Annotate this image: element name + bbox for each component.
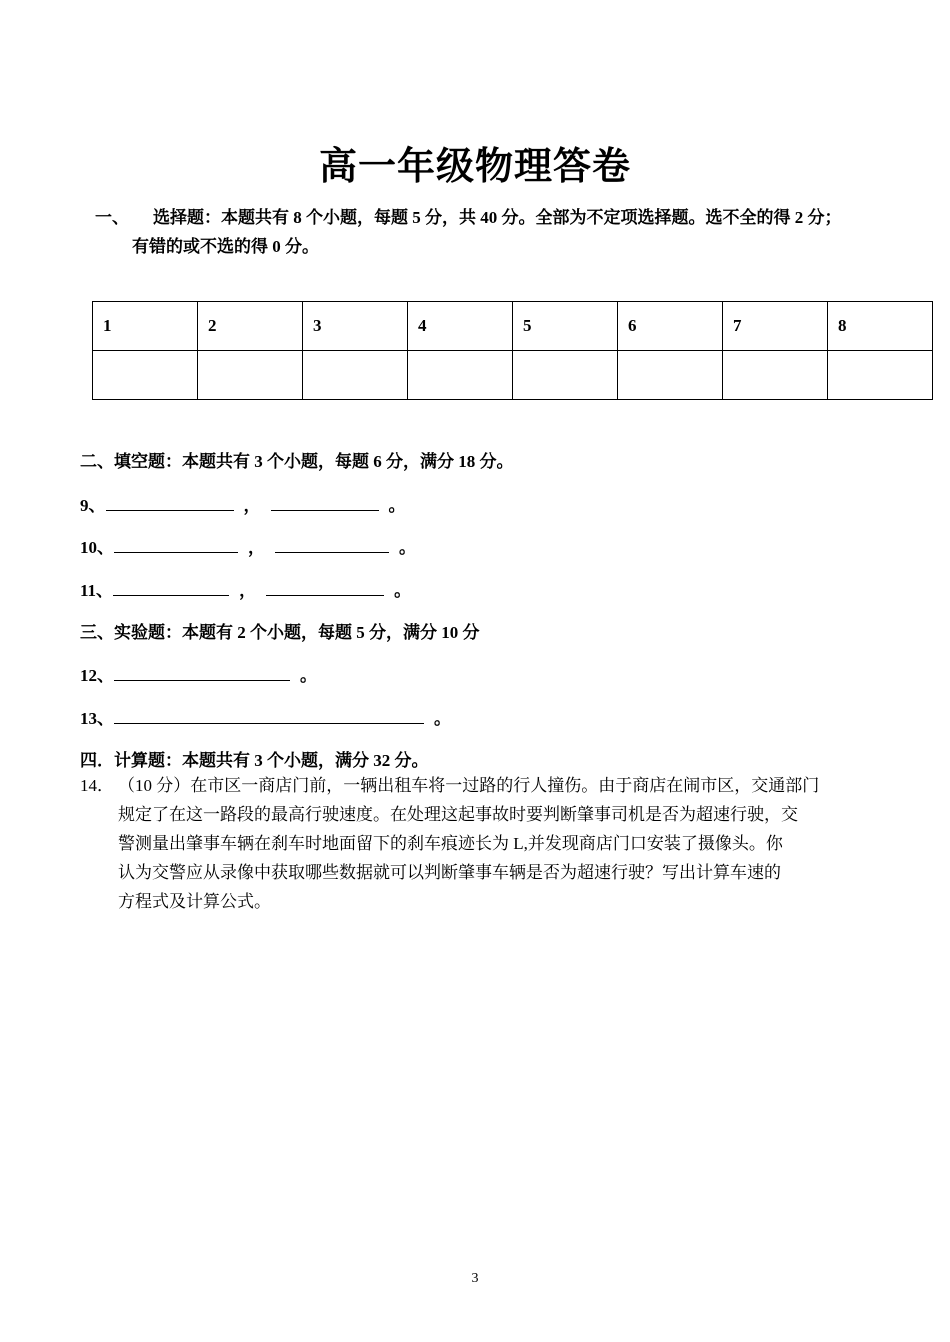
period: 。 (399, 538, 416, 557)
section-1-number: 一、 (95, 208, 129, 227)
answer-blank[interactable] (275, 536, 389, 553)
answer-cell[interactable] (303, 351, 408, 400)
question-14-line: 认为交警应从录像中获取哪些数据就可以判断肇事车辆是否为超速行驶？写出计算车速的 (118, 863, 781, 882)
answer-col-header: 5 (513, 302, 618, 351)
answer-cell[interactable] (408, 351, 513, 400)
answer-col-header: 2 (198, 302, 303, 351)
answer-cell[interactable] (723, 351, 828, 400)
question-9 (80, 491, 416, 516)
answer-blank[interactable] (114, 536, 238, 553)
question-13-label: 13、 (80, 709, 114, 728)
answer-cell[interactable] (93, 351, 198, 400)
question-11-label: 11、 (80, 581, 114, 600)
question-14-line: 方程式及计算公式。 (118, 892, 271, 911)
answer-col-header: 1 (93, 302, 198, 351)
section-2-heading: 二、填空题：本题共有 3 个小题，每题 6 分，满分 18 分。 (80, 452, 514, 471)
question-12-label: 12、 (80, 666, 114, 685)
page-number: 3 (471, 1271, 479, 1286)
question-12 (80, 661, 327, 686)
multiple-choice-answer-table (92, 301, 933, 400)
question-10-label: 10、 (80, 538, 114, 557)
answer-cell[interactable] (198, 351, 303, 400)
comma: ， (239, 581, 257, 600)
question-11 (80, 576, 421, 601)
answer-blank[interactable] (114, 664, 290, 681)
answer-table-header-row (93, 302, 933, 351)
answer-blank[interactable] (113, 579, 229, 596)
answer-col-header: 3 (303, 302, 408, 351)
period: 。 (434, 709, 451, 728)
period: 。 (394, 581, 412, 600)
question-14-line: 警测量出肇事车辆在刹车时地面留下的刹车痕迹长为 L,并发现商店门口安装了摄像头。你 (118, 834, 783, 853)
section-1-instructions (95, 203, 905, 261)
question-14-number: 14． (80, 776, 114, 795)
question-13 (80, 704, 461, 729)
question-14-line: （10 分）在市区一商店门前，一辆出租车将一过路的行人撞伤。由于商店在闹市区，交通部门 (118, 776, 820, 795)
answer-blank[interactable] (271, 494, 379, 511)
answer-cell[interactable] (618, 351, 723, 400)
question-10 (80, 533, 426, 558)
section-1-text: 选择题：本题共有 8 个小题，每题 5 分，共 40 分。全部为不定项选择题。选不全的得 2 分； (153, 208, 842, 227)
question-9-label: 9、 (80, 496, 106, 515)
page-title: 高一年级物理答卷 (318, 146, 631, 188)
answer-table-answer-row (93, 351, 933, 400)
section-3-heading: 三、实验题：本题有 2 个小题，每题 5 分，满分 10 分 (80, 623, 480, 642)
comma: ， (248, 538, 265, 557)
answer-col-header: 4 (408, 302, 513, 351)
section-1-text-2: 有错的或不选的得 0 分。 (132, 237, 319, 256)
answer-cell[interactable] (828, 351, 933, 400)
answer-col-header: 7 (723, 302, 828, 351)
answer-col-header: 8 (828, 302, 933, 351)
period: 。 (300, 666, 317, 685)
section-4-heading: 四．计算题：本题共有 3 个小题，满分 32 分。 (80, 751, 429, 770)
answer-blank[interactable] (114, 707, 424, 724)
comma: ， (243, 496, 261, 515)
answer-blank[interactable] (106, 494, 234, 511)
question-14-line: 规定了在这一路段的最高行驶速度。在处理这起事故时要判断肇事司机是否为超速行驶，交 (118, 805, 798, 824)
answer-cell[interactable] (513, 351, 618, 400)
answer-col-header: 6 (618, 302, 723, 351)
question-14 (80, 771, 875, 916)
answer-blank[interactable] (266, 579, 384, 596)
period: 。 (388, 496, 406, 515)
